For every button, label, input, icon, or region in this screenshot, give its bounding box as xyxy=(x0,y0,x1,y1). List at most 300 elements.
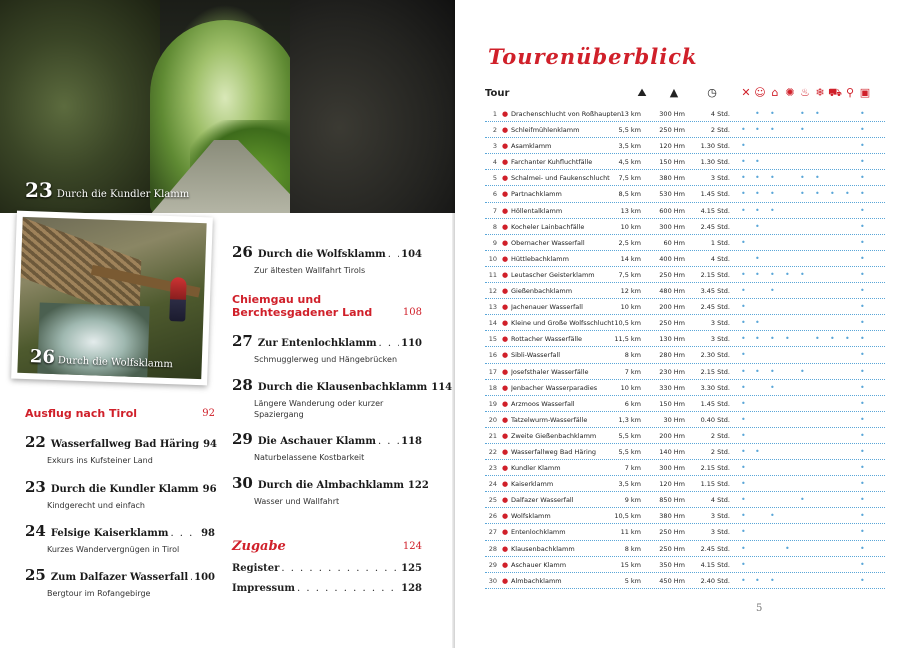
feature-dot-icon: • xyxy=(860,302,865,312)
row-elevation: 250 Hm xyxy=(659,126,685,135)
row-elevation: 150 Hm xyxy=(659,158,685,167)
row-duration: 3 Std. xyxy=(710,528,730,537)
feature-dot-icon: • xyxy=(770,382,775,392)
row-tour-name: Obernacher Wasserfall xyxy=(511,238,585,247)
feature-dot-icon: • xyxy=(785,269,790,279)
row-elevation: 230 Hm xyxy=(659,367,685,376)
section-head-zugabe xyxy=(232,540,422,553)
row-duration: 2.45 Std. xyxy=(700,303,730,312)
row-tour-name: Leutascher Geisterklamm xyxy=(511,270,595,279)
feature-dot-icon: • xyxy=(860,269,865,279)
toc-entry-line xyxy=(232,376,453,394)
table-row[interactable] xyxy=(485,508,885,524)
toc-entry-impressum[interactable] xyxy=(232,583,422,594)
feature-dot-icon: • xyxy=(860,253,865,263)
feature-dot-icon: • xyxy=(741,463,746,473)
row-duration: 2 Std. xyxy=(710,126,730,135)
row-marker-icon: ● xyxy=(502,222,509,231)
feature-dot-icon: • xyxy=(741,237,746,247)
smiley-icon: ☺ xyxy=(754,86,766,99)
feature-dot-icon: • xyxy=(860,173,865,183)
table-row[interactable] xyxy=(485,251,885,267)
toc-entry-line xyxy=(232,430,422,448)
row-tour-name: Höllentalklamm xyxy=(511,206,563,215)
row-tour-name: Gießenbachklamm xyxy=(511,287,573,296)
row-duration: 1 Std. xyxy=(710,238,730,247)
row-index: 3 xyxy=(492,142,497,151)
row-duration: 3.30 Std. xyxy=(700,383,730,392)
row-index: 13 xyxy=(488,303,497,312)
section-head-tirol xyxy=(25,407,215,420)
table-row[interactable] xyxy=(485,235,885,251)
leader-dots xyxy=(388,249,399,260)
row-marker-icon: ● xyxy=(502,464,509,473)
row-marker-icon: ● xyxy=(502,399,509,408)
row-distance: 7,5 km xyxy=(618,174,641,183)
row-marker-icon: ● xyxy=(502,447,509,456)
feature-dot-icon: • xyxy=(770,189,775,199)
rock-wall-right xyxy=(290,0,455,213)
row-marker-icon: ● xyxy=(502,190,509,199)
row-marker-icon: ● xyxy=(502,254,509,263)
feature-dot-icon: • xyxy=(860,334,865,344)
row-elevation: 600 Hm xyxy=(659,206,685,215)
row-tour-name: Jachenauer Wasserfall xyxy=(511,303,583,312)
table-row[interactable] xyxy=(485,364,885,380)
feature-dot-icon: • xyxy=(741,527,746,537)
row-distance: 10 km xyxy=(620,383,641,392)
feature-dot-icon: • xyxy=(845,189,850,199)
tour-subtitle: Längere Wanderung oder kurzer Spaziergang xyxy=(254,399,384,419)
table-row[interactable] xyxy=(485,331,885,347)
feature-dot-icon: • xyxy=(770,269,775,279)
row-index: 17 xyxy=(488,367,497,376)
row-tour-name: Josefsthaler Wasserfälle xyxy=(511,367,589,376)
row-marker-icon: ● xyxy=(502,415,509,424)
row-index: 2 xyxy=(492,126,497,135)
table-row[interactable] xyxy=(485,524,885,540)
toc-entry-register[interactable] xyxy=(232,563,422,574)
feature-dot-icon: • xyxy=(755,189,760,199)
impressum-page: 128 xyxy=(401,583,422,594)
row-marker-icon: ● xyxy=(502,206,509,215)
feature-dot-icon: • xyxy=(860,495,865,505)
tour-subtitle: Kurzes Wandervergnügen in Tirol xyxy=(47,545,180,554)
zugabe-title: Zugabe xyxy=(232,539,286,554)
tour-subtitle: Bergtour im Rofangebirge xyxy=(47,589,151,598)
row-index: 18 xyxy=(488,383,497,392)
tour-column-header: Tour xyxy=(485,88,510,99)
row-tour-name: Wolfsklamm xyxy=(511,512,551,521)
table-row[interactable] xyxy=(485,106,885,122)
row-duration: 2.45 Std. xyxy=(700,222,730,231)
table-row[interactable] xyxy=(485,154,885,170)
register-page: 125 xyxy=(401,563,422,574)
impressum-title: Impressum xyxy=(232,583,295,594)
tour-page: 122 xyxy=(407,480,429,491)
row-marker-icon: ● xyxy=(502,287,509,296)
hero-photo xyxy=(0,0,455,213)
toc-entry[interactable] xyxy=(25,433,218,466)
row-marker-icon: ● xyxy=(502,238,509,247)
row-elevation: 330 Hm xyxy=(659,383,685,392)
row-marker-icon: ● xyxy=(502,560,509,569)
wolfsklamm-photo xyxy=(11,211,213,386)
row-marker-icon: ● xyxy=(502,303,509,312)
row-duration: 2 Std. xyxy=(710,431,730,440)
bus-icon: ▣ xyxy=(859,86,871,99)
table-row[interactable] xyxy=(485,557,885,573)
tour-page: 94 xyxy=(203,439,218,450)
toc-entry[interactable] xyxy=(25,478,215,511)
zugabe-page: 124 xyxy=(402,541,422,552)
photo2-caption-text: Durch die Wolfsklamm xyxy=(57,355,173,371)
table-row[interactable] xyxy=(485,412,885,428)
feature-dot-icon: • xyxy=(741,495,746,505)
row-index: 11 xyxy=(488,270,497,279)
feature-dot-icon: • xyxy=(860,382,865,392)
tour-page: 110 xyxy=(401,338,422,349)
row-elevation: 250 Hm xyxy=(659,528,685,537)
feature-dot-icon: • xyxy=(741,141,746,151)
feature-dot-icon: • xyxy=(755,157,760,167)
toc-entry[interactable] xyxy=(232,430,422,463)
row-tour-name: Farchanter Kuhfluchtfälle xyxy=(511,158,593,167)
row-elevation: 380 Hm xyxy=(659,174,685,183)
cablecar-icon: ⛟ xyxy=(828,86,842,99)
row-index: 25 xyxy=(488,496,497,505)
feature-dot-icon: • xyxy=(755,253,760,263)
feature-dot-icon: • xyxy=(860,366,865,376)
page-number: 5 xyxy=(756,603,763,614)
row-tour-name: Kocheler Lainbachfälle xyxy=(511,222,585,231)
table-row[interactable] xyxy=(485,428,885,444)
row-duration: 2.15 Std. xyxy=(700,367,730,376)
row-distance: 11,5 km xyxy=(614,335,641,344)
feature-dot-icon: • xyxy=(785,543,790,553)
tour-page: 114 xyxy=(431,382,453,393)
toc-entry[interactable] xyxy=(232,376,453,420)
row-index: 30 xyxy=(488,576,497,585)
section-title-line1: Chiemgau und xyxy=(232,293,322,306)
row-distance: 5,5 km xyxy=(618,126,641,135)
row-duration: 2.45 Std. xyxy=(700,544,730,553)
row-distance: 7 km xyxy=(624,464,641,473)
row-duration: 3 Std. xyxy=(710,512,730,521)
row-duration: 4 Std. xyxy=(710,110,730,118)
row-distance: 2,5 km xyxy=(618,238,641,247)
feature-dot-icon: • xyxy=(741,286,746,296)
feature-dot-icon: • xyxy=(741,430,746,440)
row-duration: 2.15 Std. xyxy=(700,270,730,279)
row-distance: 13 km xyxy=(620,206,641,215)
row-elevation: 120 Hm xyxy=(659,480,685,489)
table-row[interactable] xyxy=(485,380,885,396)
toc-entry[interactable] xyxy=(25,522,215,555)
table-row[interactable] xyxy=(485,492,885,508)
row-distance: 15 km xyxy=(620,560,641,569)
hero-caption-text: Durch die Kundler Klamm xyxy=(56,189,190,200)
feature-dot-icon: • xyxy=(741,398,746,408)
table-row[interactable] xyxy=(485,315,885,331)
feature-dot-icon: • xyxy=(755,366,760,376)
feature-dot-icon: • xyxy=(755,125,760,135)
feature-dot-icon: • xyxy=(770,511,775,521)
tour-number: 22 xyxy=(25,433,46,451)
leader-dots xyxy=(378,436,399,447)
row-tour-name: Schleifmühlenklamm xyxy=(511,126,580,135)
tour-number: 30 xyxy=(232,474,253,492)
row-elevation: 120 Hm xyxy=(659,142,685,151)
row-duration: 1.45 Std. xyxy=(700,190,730,199)
row-tour-name: Rottacher Wasserfälle xyxy=(511,335,583,344)
tour-page: 96 xyxy=(202,484,217,495)
feature-dot-icon: • xyxy=(800,109,805,118)
tour-number: 28 xyxy=(232,376,253,394)
feature-dot-icon: • xyxy=(815,189,820,199)
feature-dot-icon: • xyxy=(800,173,805,183)
tour-subtitle: Wasser und Wallfahrt xyxy=(254,497,340,506)
table-row[interactable] xyxy=(485,267,885,283)
feature-dot-icon: • xyxy=(755,269,760,279)
feature-dot-icon: • xyxy=(741,559,746,569)
feature-dot-icon: • xyxy=(741,366,746,376)
row-duration: 3 Std. xyxy=(710,319,730,328)
hiker-figure xyxy=(169,277,187,322)
row-duration: 2.30 Std. xyxy=(700,351,730,360)
row-tour-name: Aschauer Klamm xyxy=(511,560,567,569)
row-duration: 4.15 Std. xyxy=(700,560,730,569)
tour-page: 104 xyxy=(401,249,422,260)
feature-dot-icon: • xyxy=(770,575,775,585)
row-marker-icon: ● xyxy=(502,319,509,328)
feature-dot-icon: • xyxy=(741,382,746,392)
toc-entry-line xyxy=(25,433,218,451)
section-head-chiemgau xyxy=(232,293,422,319)
row-marker-icon: ● xyxy=(502,142,509,151)
climb-icon: ▲ xyxy=(669,86,679,99)
table-row[interactable] xyxy=(485,541,885,557)
row-elevation: 300 Hm xyxy=(659,222,685,231)
feature-dot-icon: • xyxy=(755,173,760,183)
feature-dot-icon: • xyxy=(860,318,865,328)
row-elevation: 400 Hm xyxy=(659,254,685,263)
feature-dot-icon: • xyxy=(755,205,760,215)
row-tour-name: Tatzelwurm-Wasserfälle xyxy=(511,415,588,424)
row-elevation: 130 Hm xyxy=(659,335,685,344)
toc-entry-line xyxy=(232,474,429,492)
row-index: 23 xyxy=(488,464,497,473)
section-title: Ausflug nach Tirol xyxy=(25,407,138,420)
row-marker-icon: ● xyxy=(502,544,509,553)
row-index: 27 xyxy=(488,528,497,537)
row-distance: 6 km xyxy=(624,399,641,408)
row-duration: 3 Std. xyxy=(710,335,730,344)
toc-entry-line xyxy=(232,243,422,261)
row-tour-name: Kaiserklamm xyxy=(511,480,554,489)
hero-caption xyxy=(25,178,189,202)
feature-dot-icon: • xyxy=(860,398,865,408)
feature-dot-icon: • xyxy=(741,125,746,135)
row-elevation: 850 Hm xyxy=(659,496,685,505)
table-row[interactable] xyxy=(485,299,885,315)
feature-dot-icon: • xyxy=(860,109,865,118)
table-row[interactable] xyxy=(485,460,885,476)
row-marker-icon: ● xyxy=(502,367,509,376)
row-tour-name: Sibli-Wasserfall xyxy=(511,351,561,360)
feature-dot-icon: • xyxy=(860,286,865,296)
table-row[interactable] xyxy=(485,347,885,363)
row-tour-name: Schalmei- und Faukenschlucht xyxy=(511,174,610,183)
feature-dot-icon: • xyxy=(815,109,820,118)
tour-title: Durch die Almbachklamm xyxy=(257,480,404,491)
row-duration: 4.15 Std. xyxy=(700,206,730,215)
row-distance: 8,5 km xyxy=(618,190,641,199)
feature-dot-icon: • xyxy=(860,221,865,231)
feature-dot-icon: • xyxy=(741,446,746,456)
table-row[interactable] xyxy=(485,138,885,154)
feature-dot-icon: • xyxy=(860,527,865,537)
toc-entry[interactable] xyxy=(232,243,422,276)
toc-entry[interactable] xyxy=(25,566,215,599)
row-duration: 2.40 Std. xyxy=(700,576,730,585)
feature-dot-icon: • xyxy=(755,575,760,585)
row-index: 15 xyxy=(488,335,497,344)
row-elevation: 250 Hm xyxy=(659,319,685,328)
row-tour-name: Arzmoos Wasserfall xyxy=(511,399,575,408)
feature-dot-icon: • xyxy=(770,173,775,183)
row-index: 4 xyxy=(492,158,497,167)
row-duration: 1.30 Std. xyxy=(700,158,730,167)
feature-dot-icon: • xyxy=(770,366,775,376)
row-tour-name: Kundler Klamm xyxy=(511,464,561,473)
row-index: 29 xyxy=(488,560,497,569)
toc-entry[interactable] xyxy=(232,474,429,507)
row-duration: 1.15 Std. xyxy=(700,480,730,489)
tour-page: 98 xyxy=(201,528,215,539)
feature-dot-icon: • xyxy=(860,350,865,360)
tour-number: 23 xyxy=(25,478,46,496)
row-elevation: 300 Hm xyxy=(659,110,685,118)
row-index: 6 xyxy=(492,190,497,199)
swim-icon: ♨ xyxy=(800,86,810,99)
row-elevation: 380 Hm xyxy=(659,512,685,521)
row-marker-icon: ● xyxy=(502,351,509,360)
toc-entry-line xyxy=(25,522,215,540)
tour-title: Durch die Klausenbachklamm xyxy=(257,382,428,393)
tour-page: 118 xyxy=(401,436,422,447)
feature-dot-icon: • xyxy=(830,334,835,344)
row-tour-name: Jenbacher Wasserparadies xyxy=(511,383,598,392)
tour-number: 29 xyxy=(232,430,253,448)
tour-title: Durch die Wolfsklamm xyxy=(257,249,386,260)
row-marker-icon: ● xyxy=(502,158,509,167)
row-distance: 10 km xyxy=(620,222,641,231)
feature-dot-icon: • xyxy=(800,366,805,376)
feature-dot-icon: • xyxy=(741,157,746,167)
table-row[interactable] xyxy=(485,203,885,219)
feature-dot-icon: • xyxy=(860,446,865,456)
feature-dot-icon: • xyxy=(741,350,746,360)
row-elevation: 140 Hm xyxy=(659,447,685,456)
tour-number: 24 xyxy=(25,522,46,540)
row-index: 1 xyxy=(492,110,497,118)
feature-dot-icon: • xyxy=(860,414,865,424)
row-distance: 10,5 km xyxy=(614,319,641,328)
feature-dot-icon: • xyxy=(800,125,805,135)
feature-dot-icon: • xyxy=(741,414,746,424)
row-distance: 8 km xyxy=(624,544,641,553)
row-elevation: 450 Hm xyxy=(659,576,685,585)
row-marker-icon: ● xyxy=(502,335,509,344)
museum-icon: ⌂ xyxy=(771,86,779,99)
snow-icon: ❄ xyxy=(815,86,825,99)
tour-subtitle: Exkurs ins Kufsteiner Land xyxy=(47,456,153,465)
feature-dot-icon: • xyxy=(860,511,865,521)
row-marker-icon: ● xyxy=(502,383,509,392)
table-row[interactable] xyxy=(485,122,885,138)
table-row[interactable] xyxy=(485,170,885,186)
table-row[interactable] xyxy=(485,283,885,299)
feature-dot-icon: • xyxy=(741,575,746,585)
toc-entry-line xyxy=(232,332,422,350)
table-row[interactable] xyxy=(485,444,885,460)
row-marker-icon: ● xyxy=(502,270,509,279)
row-index: 19 xyxy=(488,399,497,408)
overview-title: Tourenüberblick xyxy=(488,44,698,69)
feature-dot-icon: • xyxy=(741,269,746,279)
feature-dot-icon: • xyxy=(860,205,865,215)
row-distance: 1,3 km xyxy=(618,415,641,424)
row-marker-icon: ● xyxy=(502,496,509,505)
feature-dot-icon: • xyxy=(741,189,746,199)
row-distance: 4,5 km xyxy=(618,158,641,167)
row-distance: 14 km xyxy=(620,254,641,263)
row-tour-name: Almbachklamm xyxy=(511,576,562,585)
row-tour-name: Wasserfallweg Bad Häring xyxy=(511,447,597,456)
row-duration: 2.15 Std. xyxy=(700,464,730,473)
row-index: 21 xyxy=(488,431,497,440)
table-row[interactable] xyxy=(485,219,885,235)
table-row[interactable] xyxy=(485,476,885,492)
table-row[interactable] xyxy=(485,186,885,202)
feature-dot-icon: • xyxy=(860,575,865,585)
row-distance: 8 km xyxy=(624,351,641,360)
feature-dot-icon: • xyxy=(800,495,805,505)
toc-entry[interactable] xyxy=(232,332,422,365)
feature-dot-icon: • xyxy=(755,446,760,456)
row-duration: 3.45 Std. xyxy=(700,287,730,296)
feature-dot-icon: • xyxy=(770,109,775,118)
row-elevation: 350 Hm xyxy=(659,560,685,569)
row-tour-name: Entenlochklamm xyxy=(511,528,566,537)
tour-title: Die Aschauer Klamm xyxy=(257,436,376,447)
row-tour-name: Kleine und Große Wolfsschlucht xyxy=(511,319,614,328)
row-distance: 9 km xyxy=(624,496,641,505)
feature-dot-icon: • xyxy=(770,125,775,135)
row-elevation: 200 Hm xyxy=(659,431,685,440)
row-index: 16 xyxy=(488,351,497,360)
feature-dot-icon: • xyxy=(741,479,746,489)
row-distance: 11 km xyxy=(620,528,641,537)
feature-dot-icon: • xyxy=(815,173,820,183)
leader-dots xyxy=(190,572,192,583)
table-row[interactable] xyxy=(485,573,885,589)
feature-dot-icon: • xyxy=(770,334,775,344)
tour-number: 27 xyxy=(232,332,253,350)
row-marker-icon: ● xyxy=(502,512,509,521)
table-row[interactable] xyxy=(485,396,885,412)
